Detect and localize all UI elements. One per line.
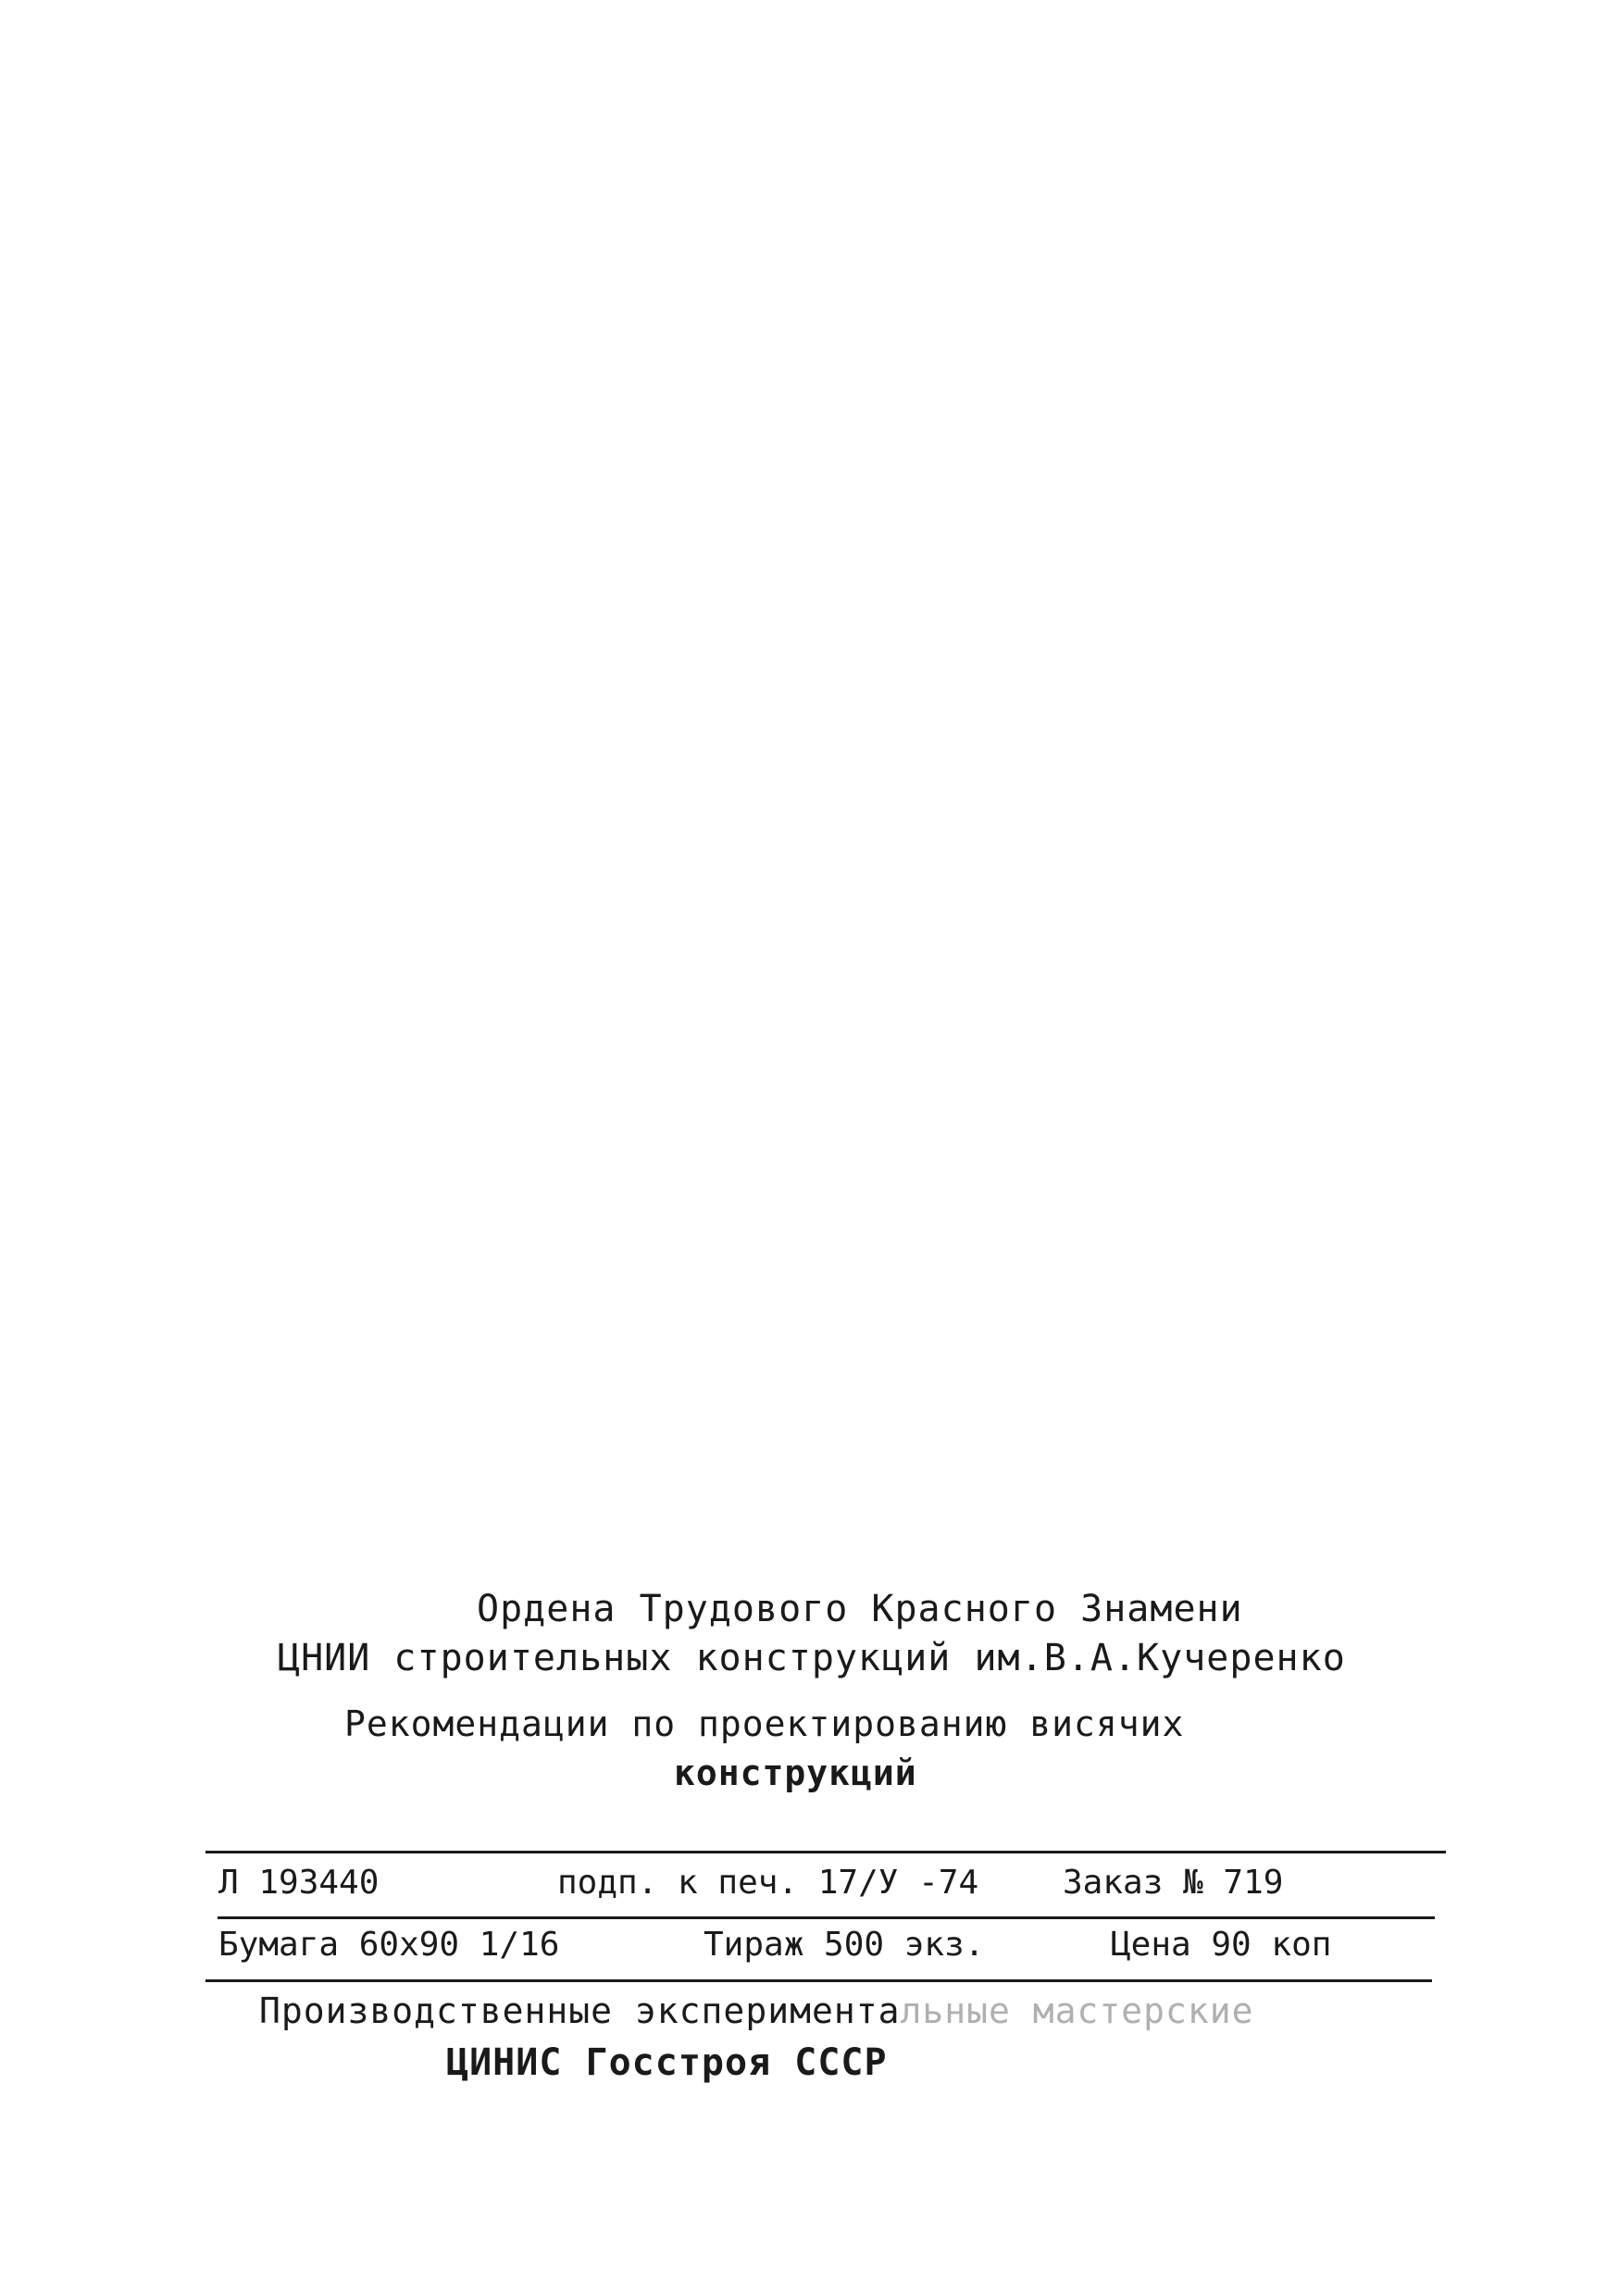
publisher-workshop-line (259, 1990, 1254, 2031)
publisher-workshop-faded-text: льные мастерские (900, 1990, 1254, 2031)
imprint-middle-rule (218, 1916, 1435, 1919)
imprint-price: Цена 90 коп (1111, 1926, 1332, 1964)
institute-name: ЦНИИ строительных конструкций им.В.А.Кучеренко (278, 1637, 1346, 1679)
imprint-paper-format: Бумага 60х90 1/16 (218, 1926, 560, 1964)
publisher-name: ЦИНИС Госстроя СССР (446, 2041, 888, 2084)
org-order-line: Ордена Трудового Красного Знамени (477, 1588, 1243, 1630)
imprint-license: Л 193440 (218, 1864, 380, 1902)
imprint-bottom-rule (205, 1979, 1432, 1982)
imprint-top-rule (205, 1851, 1446, 1853)
document-title-line2: конструкций (674, 1753, 917, 1793)
publisher-workshop-text: Производственные эксперимента (259, 1990, 901, 2031)
imprint-order-number: Заказ № 719 (1063, 1864, 1284, 1902)
imprint-print-run: Тираж 500 экз. (704, 1926, 985, 1964)
imprint-signed-date: подп. к печ. 17/У -74 (557, 1864, 979, 1902)
document-title-line1: Рекомендации по проектированию висячих (344, 1703, 1185, 1744)
